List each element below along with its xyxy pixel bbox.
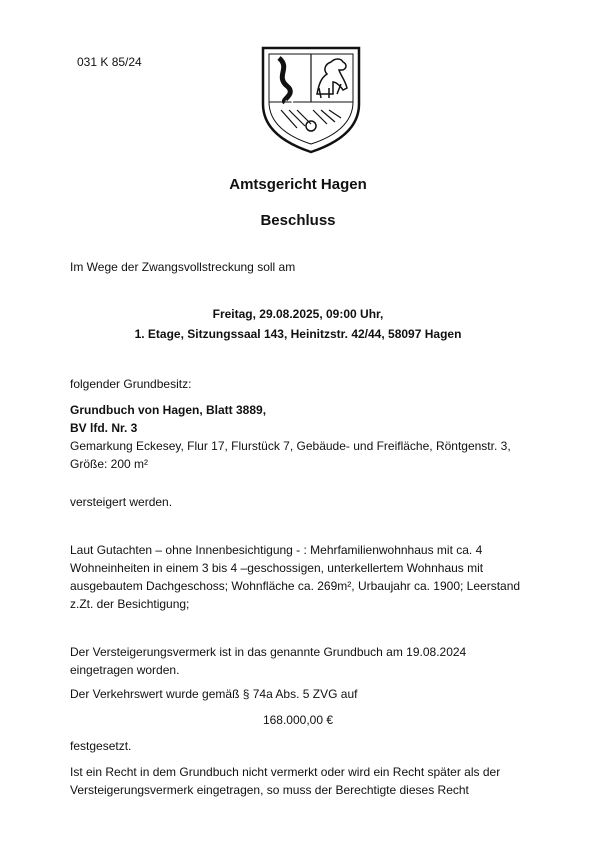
market-value-amount: 168.000,00 €: [262, 713, 334, 727]
auction-text: versteigert werden.: [70, 495, 173, 509]
value-intro: Der Verkehrswert wurde gemäß § 74a Abs. 5 ZVG auf: [70, 687, 358, 701]
property-description-line: Gemarkung Eckesey, Flur 17, Flurstück 7, Gebäude- und Freifläche, Röntgenstr. 3,: [70, 439, 511, 453]
land-register-title: Grundbuch von Hagen, Blatt 3889,: [70, 403, 267, 417]
property-intro: folgender Grundbesitz:: [70, 377, 192, 391]
court-name: Amtsgericht Hagen: [229, 176, 367, 193]
appointment-location: 1. Etage, Sitzungssaal 143, Heinitzstr. 42/44, 58097 Hagen: [134, 327, 462, 341]
registration-line: eingetragen worden.: [70, 663, 180, 677]
document-type: Beschluss: [260, 212, 336, 229]
appointment-date-time: Freitag, 29.08.2025, 09:00 Uhr,: [212, 307, 384, 321]
appraisal-line: Wohneinheiten in einem 3 bis 4 –geschossigen, unterkellertem Wohnhaus mit: [70, 561, 484, 575]
coat-of-arms-seal: [257, 44, 365, 156]
appraisal-line: Laut Gutachten – ohne Innenbesichtigung - : Mehrfamilienwohnhaus mit ca. 4: [70, 543, 483, 557]
rights-line: Ist ein Recht in dem Grundbuch nicht vermerkt oder wird ein Recht später als der: [70, 765, 501, 779]
case-number: 031 K 85/24: [77, 55, 142, 69]
property-size: Größe: 200 m²: [70, 457, 149, 471]
intro-text: Im Wege der Zwangsvollstreckung soll am: [70, 260, 296, 274]
land-register-entry: BV lfd. Nr. 3: [70, 421, 138, 435]
value-outro: festgesetzt.: [70, 739, 132, 753]
appraisal-line: ausgebautem Dachgeschoss; Wohnfläche ca. 269m², Urbaujahr ca. 1900; Leerstand: [70, 579, 521, 593]
appraisal-line: z.Zt. der Besichtigung;: [70, 597, 190, 611]
registration-line: Der Versteigerungsvermerk ist in das genannte Grundbuch am 19.08.2024: [70, 645, 467, 659]
rights-line: Versteigerungsvermerk eingetragen, so muss der Berechtigte dieses Recht: [70, 783, 469, 797]
